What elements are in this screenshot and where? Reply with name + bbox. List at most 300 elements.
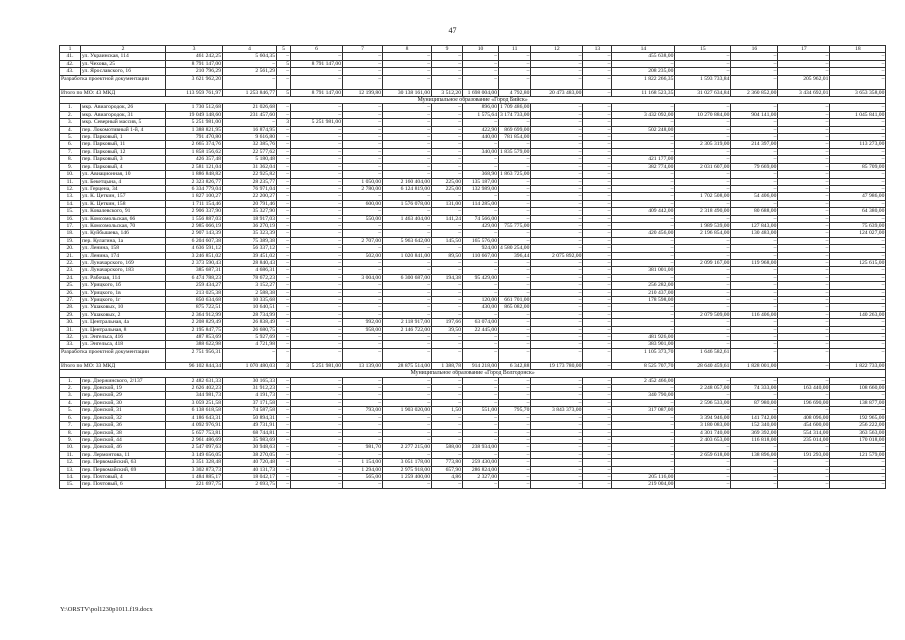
table-cell: 914 218,00 (463, 362, 499, 369)
table-cell: – (675, 245, 731, 252)
table-cell: – (612, 252, 675, 259)
table-cell: – (383, 126, 432, 133)
table-cell: 121 579,00 (830, 451, 886, 458)
table-cell: 1 827 100,27 (166, 193, 223, 200)
table-row (60, 414, 886, 421)
table-cell: – (583, 348, 612, 362)
table-cell: 2 195 847,75 (166, 326, 223, 333)
section-heading: Муниципальное образование «Город Волгодонск» (60, 370, 886, 377)
table-cell: – (343, 481, 383, 488)
table-cell: – (432, 399, 463, 406)
table-row (60, 200, 886, 207)
table-cell: – (432, 222, 463, 229)
table-cell: – (731, 104, 778, 111)
table-cell: 3 059 251,58 (166, 399, 223, 406)
table-cell: 141 742,00 (731, 414, 778, 421)
table-row (60, 60, 886, 67)
table-cell: пер. Почтовый, 6 (81, 481, 166, 488)
table-cell: – (531, 222, 583, 229)
table-cell: – (778, 311, 830, 318)
table-cell: – (432, 148, 463, 155)
table-cell: – (731, 392, 778, 399)
table-cell: 1 828 001,00 (731, 362, 778, 369)
table-row (60, 436, 886, 443)
table-cell: 108 660,00 (830, 385, 886, 392)
table-row (60, 134, 886, 141)
table-cell: ул. Куйбышева, 146 (81, 230, 166, 237)
table-cell: – (277, 385, 291, 392)
table-cell: 7. (60, 148, 81, 155)
table-cell: 1 070 480,03 (223, 362, 277, 369)
table-cell: – (531, 208, 583, 215)
table-cell: – (830, 334, 886, 341)
table-cell: 30. (60, 319, 81, 326)
table-cell: – (343, 134, 383, 141)
table-cell: – (583, 377, 612, 384)
table-cell: – (731, 466, 778, 473)
table-cell: – (383, 481, 432, 488)
table-cell: 388 622,98 (166, 341, 223, 348)
table-cell: – (778, 156, 830, 163)
table-cell: – (277, 348, 291, 362)
table-row (60, 156, 886, 163)
table-cell: – (432, 119, 463, 126)
table-cell: – (731, 473, 778, 480)
table-cell: пер. Донской, 19 (81, 385, 166, 392)
table-cell: ул. Ушаковых, 10 (81, 304, 166, 311)
table-cell: – (583, 385, 612, 392)
table-cell: – (778, 171, 830, 178)
column-number: 11 (499, 46, 531, 53)
table-cell: – (612, 436, 675, 443)
table-cell: 5 251 981,00 (166, 119, 223, 126)
table-cell: 4 580 254,00 (500, 245, 530, 252)
table-cell: – (383, 267, 432, 274)
table-cell: 992,00 (343, 319, 383, 326)
table-cell: – (778, 348, 830, 362)
table-cell: 2 327,00 (463, 473, 499, 480)
table-cell: – (291, 466, 343, 473)
table-cell: – (343, 193, 383, 200)
table-cell: – (830, 297, 886, 304)
table-cell: 256 282,00 (612, 282, 675, 289)
table-cell: – (583, 259, 612, 266)
table-cell: – (383, 334, 432, 341)
table-cell: 2 626 402,23 (166, 385, 223, 392)
table-cell: 214 397,00 (731, 141, 778, 148)
table-cell: 194,38 (432, 274, 463, 281)
table-cell: пер. Донской, 44 (81, 436, 166, 443)
table-cell: – (583, 429, 612, 436)
table-cell: – (778, 237, 830, 244)
table-cell: – (383, 171, 432, 178)
table-row (60, 422, 886, 429)
table-cell: – (291, 252, 343, 259)
table-cell: – (277, 75, 291, 89)
table-cell: – (778, 282, 830, 289)
table-cell: – (463, 53, 499, 60)
table-cell: 2 596 533,00 (675, 399, 731, 406)
table-cell: 28 875 514,00 (383, 362, 432, 369)
table-cell: 2 961 486,69 (166, 436, 223, 443)
table-cell: 5. (60, 134, 81, 141)
table-cell: 421 177,00 (612, 156, 675, 163)
table-cell: 773,80 (432, 459, 463, 466)
table-cell: 1 709 486,00 (500, 104, 530, 111)
table-cell: 2 482 631,33 (166, 377, 223, 384)
table-cell: – (277, 178, 291, 185)
table-cell: – (830, 126, 886, 133)
table-cell: – (463, 414, 499, 421)
table-cell: – (675, 341, 731, 348)
table-cell: – (499, 274, 531, 281)
table-cell: ул. Авиационная, 10 (81, 171, 166, 178)
table-cell: – (612, 237, 675, 244)
table-cell: – (499, 348, 531, 362)
table-cell: – (583, 282, 612, 289)
table-cell: – (778, 104, 830, 111)
table-cell: 502 248,00 (612, 126, 675, 133)
table-cell: ул. Центральная, 8 (81, 326, 166, 333)
table-cell: – (583, 68, 612, 75)
table-cell: 110 667,00 (463, 252, 499, 259)
table-cell: – (583, 414, 612, 421)
table-cell: – (463, 163, 499, 170)
table-cell: 76 971,04 (223, 185, 277, 192)
table-cell: – (343, 111, 383, 118)
table-cell: 95 429,00 (463, 274, 499, 281)
table-cell: 163 440,00 (778, 385, 830, 392)
table-cell: – (223, 60, 277, 67)
table-cell: 4 721,98 (223, 341, 277, 348)
table-cell: – (383, 392, 432, 399)
table-cell: 5 (277, 89, 291, 96)
table-cell: – (291, 215, 343, 222)
table-cell: ул. Комсомольская, 70 (81, 222, 166, 229)
table-cell: 3 174 733,00 (500, 111, 530, 118)
table-cell: – (463, 282, 499, 289)
table-cell: 141,24 (432, 215, 463, 222)
table-cell: 1 730 512,68 (166, 104, 223, 111)
table-cell: – (463, 156, 499, 163)
table-cell: 2 907 143,39 (166, 230, 223, 237)
table-cell: 502,00 (343, 252, 383, 259)
table-cell: – (499, 451, 531, 458)
table-cell: – (583, 459, 612, 466)
table-cell: – (583, 245, 612, 252)
table-cell: – (463, 267, 499, 274)
table-cell: 4 186 643,31 (166, 414, 223, 421)
table-cell: 6 204 607,38 (166, 237, 223, 244)
table-cell: пер. Первомайский, 69 (81, 466, 166, 473)
table-cell: 2 118 917,00 (383, 319, 432, 326)
table-cell: 145,50 (432, 237, 463, 244)
table-cell: 30 948,63 (223, 444, 277, 451)
table-cell: – (583, 422, 612, 429)
table-cell: 140 263,00 (830, 311, 886, 318)
table-cell: – (291, 341, 343, 348)
table-row (60, 341, 886, 348)
table-cell: – (291, 75, 343, 89)
table-cell: – (778, 319, 830, 326)
table-cell: 64 380,00 (830, 208, 886, 215)
table-cell: 2 248 057,00 (675, 385, 731, 392)
table-cell: 2 659 618,00 (675, 451, 731, 458)
table-row (60, 304, 886, 311)
table-cell: 165 576,00 (463, 237, 499, 244)
table-row (60, 171, 886, 178)
table-cell: – (463, 60, 499, 67)
table-cell: – (343, 259, 383, 266)
table-cell: – (432, 377, 463, 384)
table-cell: 89,50 (432, 252, 463, 259)
table-row (60, 274, 886, 281)
table-cell: 225,00 (432, 185, 463, 192)
table-cell: 6. (60, 414, 81, 421)
table-cell: – (731, 68, 778, 75)
table-cell: – (731, 282, 778, 289)
table-cell: ул. Луначарского, 183 (81, 267, 166, 274)
table-cell: – (731, 319, 778, 326)
table-cell: – (432, 334, 463, 341)
table-cell: – (583, 481, 612, 488)
table-cell: – (531, 111, 583, 118)
table-cell: 317 087,00 (612, 407, 675, 414)
table-cell: – (531, 334, 583, 341)
table-cell: – (830, 304, 886, 311)
table-cell: – (531, 53, 583, 60)
table-cell: пер. Донской, 29 (81, 392, 166, 399)
table-cell: – (277, 334, 291, 341)
table-cell: – (383, 222, 432, 229)
table-cell: 551,00 (463, 407, 499, 414)
table-cell: – (778, 289, 830, 296)
column-number: 15 (675, 46, 731, 53)
table-cell: 430,00 (463, 304, 499, 311)
table-cell: пер. Парковый, 3 (81, 156, 166, 163)
table-cell: 40 131,73 (223, 466, 277, 473)
table-cell: 196 690,00 (778, 399, 830, 406)
table-cell: – (432, 141, 463, 148)
table-cell: – (343, 436, 383, 443)
table-cell: 340,00 (463, 148, 499, 155)
table-cell: 13. (60, 466, 81, 473)
table-cell: – (383, 399, 432, 406)
table-cell: – (383, 436, 432, 443)
table-cell: – (383, 451, 432, 458)
table-cell: – (291, 163, 343, 170)
table-cell: 22 200,27 (223, 193, 277, 200)
table-cell: пер. Дзержинского, 2/137 (81, 377, 166, 384)
table-cell: – (830, 267, 886, 274)
table-cell: 3 004,00 (343, 274, 383, 281)
table-cell: – (291, 326, 343, 333)
table-cell: – (343, 60, 383, 67)
table-cell: 47 986,00 (830, 193, 886, 200)
table-cell: – (277, 392, 291, 399)
table-cell: – (731, 53, 778, 60)
table-cell: 5 251 981,00 (291, 119, 343, 126)
table-cell: – (499, 193, 531, 200)
table-cell: 2 305 319,00 (675, 141, 731, 148)
table-cell: – (675, 60, 731, 67)
table-cell: – (675, 185, 731, 192)
table-cell: 74 587,58 (223, 407, 277, 414)
table-cell: – (383, 134, 432, 141)
table-cell: пер. Парковый, 4 (81, 163, 166, 170)
table-cell: – (383, 60, 432, 67)
table-cell: – (277, 282, 291, 289)
table-cell: – (291, 200, 343, 207)
table-cell: – (583, 208, 612, 215)
table-cell: – (499, 185, 531, 192)
table-cell: – (531, 341, 583, 348)
table-cell: – (499, 215, 531, 222)
table-cell: – (383, 193, 432, 200)
column-number: 5 (277, 46, 291, 53)
table-cell: – (531, 429, 583, 436)
table-cell: – (731, 119, 778, 126)
table-row (60, 399, 886, 406)
table-cell: – (531, 104, 583, 111)
table-row (60, 297, 886, 304)
table-cell: – (583, 119, 612, 126)
page-number: 47 (448, 26, 457, 35)
table-cell: 429,00 (463, 222, 499, 229)
table-cell: – (531, 451, 583, 458)
table-cell: – (383, 304, 432, 311)
table-cell: – (731, 200, 778, 207)
table-cell: – (277, 274, 291, 281)
table-cell: 197,66 (432, 319, 463, 326)
table-cell: – (612, 304, 675, 311)
table-cell: 1 154,00 (343, 459, 383, 466)
table-cell: 1. (60, 104, 81, 111)
table-cell: – (675, 178, 731, 185)
column-number: 9 (432, 46, 463, 53)
table-cell: 74 333,00 (731, 385, 778, 392)
table-cell: – (499, 163, 531, 170)
table-cell: 958,00 (343, 326, 383, 333)
table-cell: – (463, 289, 499, 296)
table-cell: – (499, 334, 531, 341)
table-cell: – (583, 362, 612, 369)
table-cell: 4 792,80 (499, 89, 531, 96)
table-cell: 2 707,00 (343, 237, 383, 244)
table-cell: ул. Центральная, 4а (81, 319, 166, 326)
table-cell: 13 139,00 (343, 362, 383, 369)
table-cell: – (531, 466, 583, 473)
table-cell: пер. Донской, 38 (81, 429, 166, 436)
table-cell: – (383, 141, 432, 148)
table-cell: – (675, 148, 731, 155)
table-cell: – (612, 200, 675, 207)
table-cell: 3 149 656,05 (166, 451, 223, 458)
table-cell: – (830, 459, 886, 466)
table-cell: 4 636 591,12 (166, 245, 223, 252)
table-row (60, 451, 886, 458)
table-cell: 205 116,00 (612, 473, 675, 480)
table-cell: 2 360 852,00 (731, 89, 778, 96)
table-cell: – (291, 377, 343, 384)
table-cell: 5 180,48 (223, 156, 277, 163)
table-cell: – (277, 111, 291, 118)
table-cell: – (531, 163, 583, 170)
table-cell: – (583, 289, 612, 296)
table-cell: – (778, 141, 830, 148)
table-cell: – (531, 68, 583, 75)
table-cell: – (343, 267, 383, 274)
table-cell: 36 270,19 (223, 222, 277, 229)
table-cell: – (830, 134, 886, 141)
table-cell: – (675, 134, 731, 141)
table-row (60, 230, 886, 237)
table-cell: – (277, 230, 291, 237)
table-cell: 31 027 634,84 (675, 89, 731, 96)
table-cell: – (343, 422, 383, 429)
table-cell: – (499, 75, 531, 89)
table-cell: 340 790,00 (612, 392, 675, 399)
table-cell: 259 434,27 (166, 282, 223, 289)
table-cell: – (583, 193, 612, 200)
table-cell: – (291, 282, 343, 289)
table-cell: – (291, 222, 343, 229)
table-cell: пер. Лермонтова, 11 (81, 451, 166, 458)
table-cell: – (731, 148, 778, 155)
table-cell: 554 314,00 (778, 429, 830, 436)
table-cell: 1 576 078,00 (383, 200, 432, 207)
table-cell: 50 894,31 (223, 414, 277, 421)
table-cell: – (731, 237, 778, 244)
table-cell: 8. (60, 156, 81, 163)
table-cell: ул. Ковалевского, 91 (81, 208, 166, 215)
table-cell: 661 701,00 (499, 297, 531, 304)
table-cell: – (583, 237, 612, 244)
table-row (60, 178, 886, 185)
table-row (60, 319, 886, 326)
table-cell: Итого по МО: 33 МКД (60, 362, 166, 369)
table-cell: – (432, 311, 463, 318)
column-number: 7 (343, 46, 383, 53)
table-cell: – (583, 215, 612, 222)
table-cell: – (291, 444, 343, 451)
table-cell: 422,90 (463, 126, 499, 133)
table-cell: 39,50 (432, 326, 463, 333)
table-row (60, 444, 886, 451)
table-cell: 382 774,00 (612, 163, 675, 170)
table-cell: – (463, 119, 499, 126)
table-cell: – (583, 222, 612, 229)
table-cell: 383 901,00 (612, 341, 675, 348)
table-cell: – (778, 459, 830, 466)
table-cell: 26 838,49 (223, 319, 277, 326)
table-cell: – (612, 245, 675, 252)
table-cell: – (383, 311, 432, 318)
table-cell: – (499, 156, 531, 163)
table-cell: – (612, 399, 675, 406)
table-cell: – (432, 341, 463, 348)
table-cell: 113 273,00 (830, 141, 886, 148)
table-cell: 4 686,31 (223, 267, 277, 274)
table-cell: – (731, 267, 778, 274)
table-cell: 18. (60, 230, 81, 237)
table-cell: 408 096,00 (778, 414, 830, 421)
table-cell: – (383, 245, 432, 252)
table-cell: – (830, 200, 886, 207)
table-cell: 2 196 854,00 (675, 230, 731, 237)
table-cell: – (612, 422, 675, 429)
table-cell: – (291, 259, 343, 266)
